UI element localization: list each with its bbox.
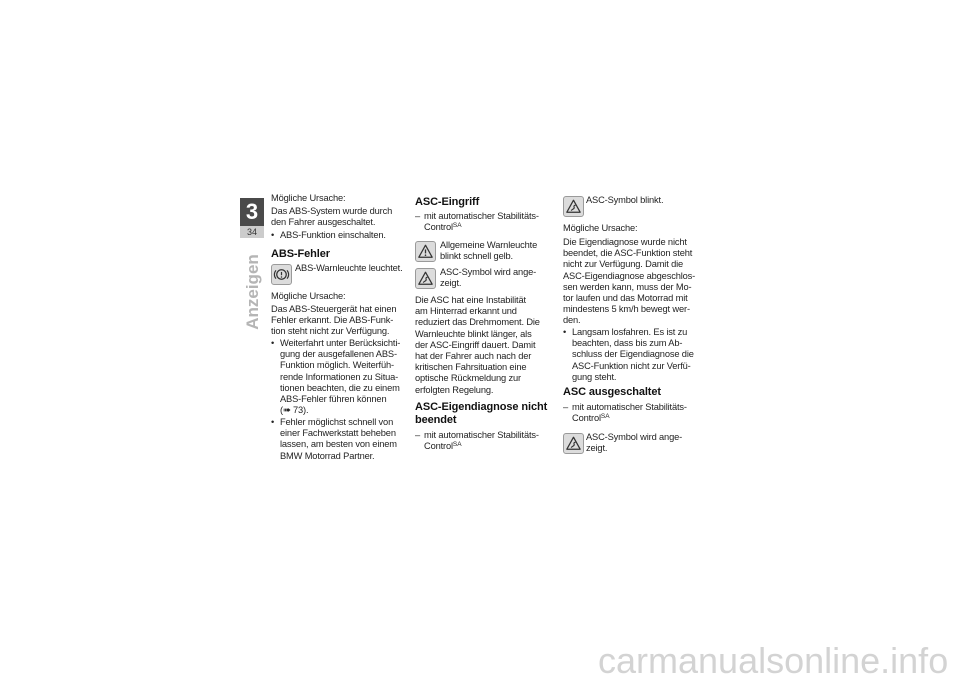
cause-text: Das ABS-Steuergerät hat einen Fehler erkannt. Die ABS-Funk- tion steht nicht zur Verfügung. xyxy=(271,304,397,337)
condition-text xyxy=(424,211,539,233)
condition-label: mit automatischer Stabilitäts- Control xyxy=(424,211,539,233)
option-superscript: SA xyxy=(452,441,462,449)
bullet-item xyxy=(563,327,703,382)
condition-item xyxy=(415,430,555,452)
page-number-box xyxy=(240,226,264,238)
condition-text xyxy=(424,430,539,452)
description-text: Die ASC hat eine Instabilität am Hinterrad erkannt und reduziert das Drehmoment. Die Warnleuchte blinkt länger, als der ASC-Eingriff dauert. Damit hat der Fahrer auch nach der kritischen Fahrsituation eine optische Rückmeldung zur erfolgten Regelung. xyxy=(415,295,540,395)
section-heading-asc-off: ASC ausgeschaltet xyxy=(563,386,661,398)
cause-text: Das ABS-System wurde durch den Fahrer ausgeschaltet. xyxy=(271,206,393,228)
condition-label: mit automatischer Stabilitäts- Control xyxy=(572,402,687,424)
watermark-text: carmanualsonline.info xyxy=(598,640,949,679)
condition-marker: – xyxy=(415,430,421,440)
asc-symbol-icon xyxy=(415,268,436,289)
bullet-item xyxy=(271,230,411,242)
chapter-number-tab xyxy=(240,198,264,226)
condition-label: mit automatischer Stabilitäts- Control xyxy=(424,430,539,452)
indicator-text: ASC-Symbol blinkt. xyxy=(586,195,664,205)
condition-item xyxy=(563,402,703,424)
indicator-text: ASC-Symbol wird ange- zeigt. xyxy=(586,432,683,454)
asc-symbol-icon xyxy=(563,196,584,217)
indicator-text: ASC-Symbol wird ange- zeigt. xyxy=(440,267,537,289)
page-number: 34 xyxy=(246,227,257,237)
cause-label: Mögliche Ursache: xyxy=(271,193,346,203)
option-superscript: SA xyxy=(452,222,462,230)
chapter-title-vertical: Anzeigen xyxy=(243,254,262,330)
bullet-text: Langsam losfahren. Es ist zu beachten, dass bis zum Ab- schluss der Eigendiagnose die ASC-Funktion nicht zur Verfü- gung steht. xyxy=(572,327,694,382)
bullet-marker: • xyxy=(271,417,275,427)
chapter-number: 3 xyxy=(245,199,259,224)
bullet-text: ABS-Funktion einschalten. xyxy=(280,230,386,240)
indicator-text: ABS-Warnleuchte leuchtet. xyxy=(295,263,403,273)
indicator-text: Allgemeine Warnleuchte blinkt schnell gelb. xyxy=(440,240,538,262)
cause-label: Mögliche Ursache: xyxy=(271,291,346,301)
bullet-item xyxy=(271,417,411,461)
option-superscript: SA xyxy=(600,413,610,421)
section-heading-asc-self-diagnosis: ASC-Eigendiagnose nicht beendet xyxy=(415,401,548,426)
general-warning-icon xyxy=(415,241,436,262)
section-heading-abs-error: ABS-Fehler xyxy=(271,248,330,260)
cause-text: Die Eigendiagnose wurde nicht beendet, die ASC-Funktion steht nicht zur Verfügung. Damit die ASC-Eigendiagnose abgeschlos- sen werden kann, muss der Mo- tor laufen und das Motorrad mit mindestens 5 km/h bewegt wer- den. xyxy=(563,237,696,326)
cause-label: Mögliche Ursache: xyxy=(563,223,638,233)
bullet-marker: • xyxy=(271,230,275,240)
asc-symbol-icon xyxy=(563,433,584,454)
bullet-marker: • xyxy=(271,338,275,348)
abs-warning-icon xyxy=(271,264,292,285)
condition-marker: – xyxy=(563,402,569,412)
condition-item xyxy=(415,211,555,233)
bullet-marker: • xyxy=(563,327,567,337)
condition-text xyxy=(572,402,687,424)
bullet-item xyxy=(271,338,411,416)
bullet-text: Fehler möglichst schnell von einer Fachwerkstatt beheben lassen, am besten von einem BMW Motorrad Partner. xyxy=(280,417,397,461)
bullet-text: Weiterfahrt unter Berücksichti- gung der ausgefallenen ABS- Funktion möglich. Weiterfüh- rende Informationen zu Situa- tionen beachten, die zu einem ABS-Fehler führen können (➠ 73). xyxy=(280,338,401,416)
condition-marker: – xyxy=(415,211,421,221)
section-heading-asc-intervention: ASC-Eingriff xyxy=(415,196,480,208)
